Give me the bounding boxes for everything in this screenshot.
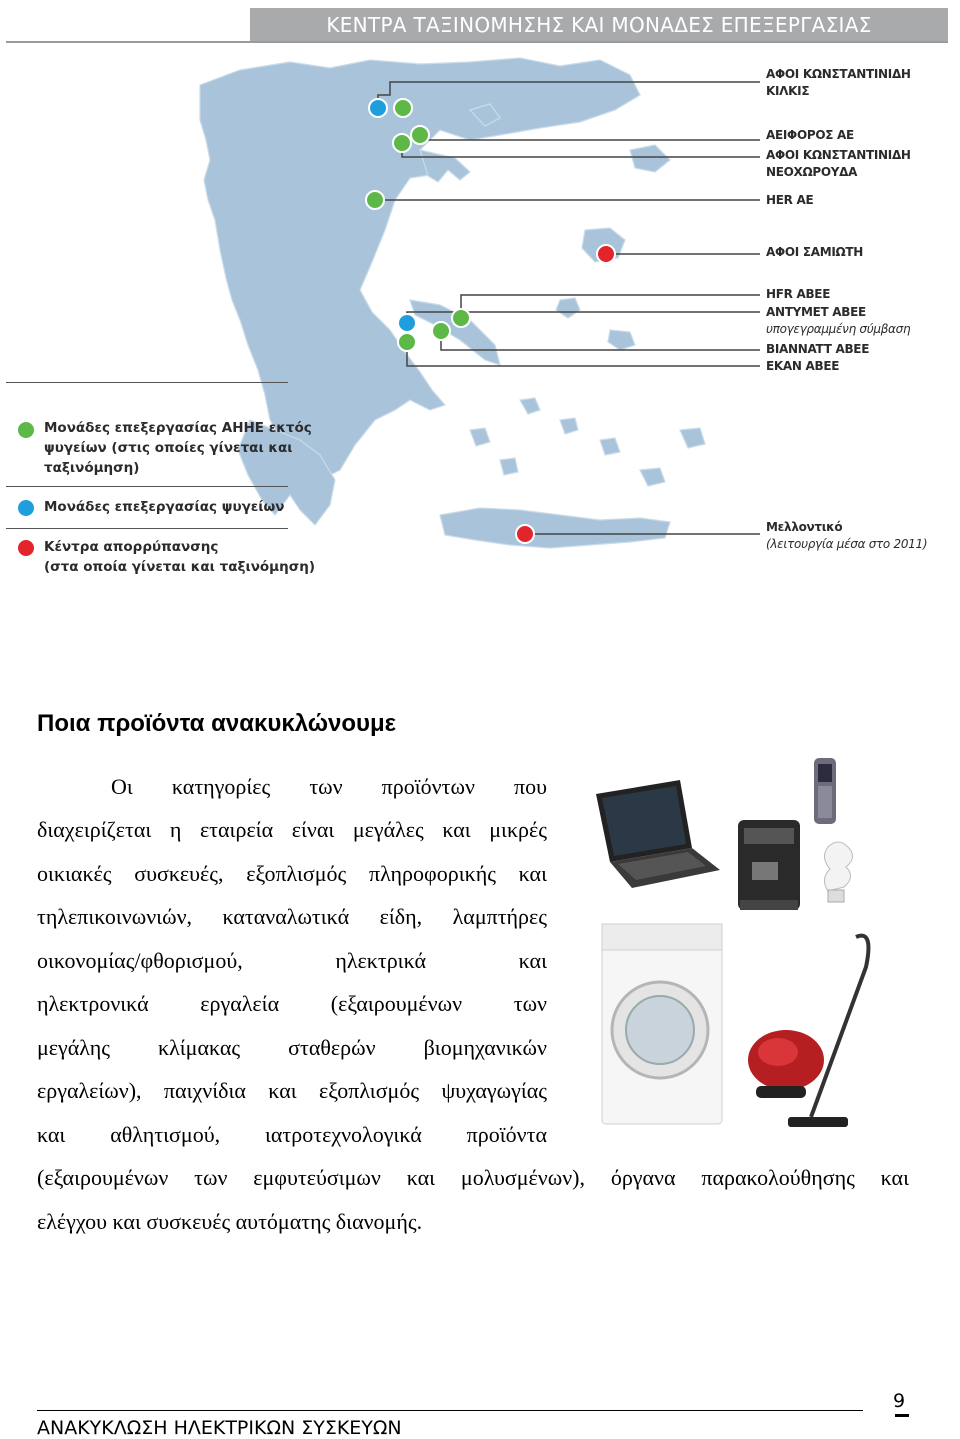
washing-machine-image [602, 924, 722, 1124]
paragraph-line: τηλεπικοινωνιών, καταναλωτικά είδη, λαμπτήρες [37, 904, 547, 929]
marker-blue [369, 99, 387, 117]
laptop-image [596, 780, 720, 888]
bulb-image [824, 842, 852, 902]
legend-item-green: Μονάδες επεξεργασίας ΑΗΗΕ εκτός ψυγείων (στις οποίες γίνεται και ταξινόμηση) [44, 420, 312, 476]
center-label-biannatt: BIANNATT ABEE [766, 342, 870, 356]
legend-item-red: Κέντρα απορρύπανσης (στα οποία γίνεται και ταξινόμηση) [44, 539, 316, 575]
legend-dot-red [18, 540, 34, 556]
paragraph-line: ηλεκτρονικά εργαλεία (εξαιρουμένων των [37, 991, 547, 1016]
marker-red [516, 525, 534, 543]
appliances-image [588, 752, 888, 1142]
marker-green [366, 191, 384, 209]
center-label-her: HER AE [766, 193, 814, 207]
paragraph-line: ελέγχου και συσκευές αυτόματης διανομής. [37, 1209, 423, 1234]
marker-red [597, 245, 615, 263]
footer-divider [37, 1410, 863, 1411]
center-label-antymet: ANTYMET ABEE υπογεγραμμένη σύμβαση [766, 305, 911, 336]
center-label-kilkis: ΑΦΟΙ ΚΩΝΣΤΑΝΤΙΝΙΔΗ ΚΙΛΚΙΣ [766, 67, 911, 98]
center-label-aeiforos: ΑΕΙΦΟΡΟΣ ΑΕ [766, 128, 854, 142]
marker-green [452, 309, 470, 327]
legend-divider [6, 528, 288, 529]
paragraph-line: μεγάλης κλίμακας σταθερών βιομηχανικών [37, 1035, 547, 1060]
paragraph-line: εργαλείων), παιχνίδια και εξοπλισμός ψυχαγωγίας [37, 1078, 547, 1103]
paragraph-line: και αθλητισμού, ιατροτεχνολογικά προϊόντα [37, 1122, 547, 1147]
marker-green [394, 99, 412, 117]
legend-dot-blue [18, 500, 34, 516]
marker-green [432, 322, 450, 340]
legend-item-blue: Μονάδες επεξεργασίας ψυγείων [44, 499, 285, 515]
paragraph-line: οικονομίας/φθορισμού, ηλεκτρικά και [37, 948, 547, 973]
marker-blue [398, 314, 416, 332]
paragraph-line: Οι κατηγορίες των προϊόντων που [111, 774, 547, 799]
center-label-ekan: EKAN ABEE [766, 359, 840, 373]
center-label-neochorouda: ΑΦΟΙ ΚΩΝΣΤΑΝΤΙΝΙΔΗ ΝΕΟΧΩΡΟΥΔΑ [766, 148, 911, 179]
footer-title: ΑΝΑΚΥΚΛΩΣΗ ΗΛΕΚΤΡΙΚΩΝ ΣΥΣΚΕΥΩΝ [37, 1417, 402, 1439]
phone-image [814, 758, 836, 824]
section-title: Ποια προϊόντα ανακυκλώνουμε [37, 710, 397, 737]
vacuum-image [748, 936, 868, 1127]
page-number: 9 [893, 1390, 906, 1412]
legend-divider [6, 486, 288, 487]
center-label-samioti: ΑΦΟΙ ΣΑΜΙΩΤΗ [766, 245, 864, 259]
page-number-underline [895, 1414, 909, 1417]
legend-divider [6, 382, 288, 383]
marker-green [398, 333, 416, 351]
paragraph-line: (εξαιρουμένων των εμφυτεύσιμων και μολυσμένων), όργανα παρακολούθησης και [37, 1165, 909, 1190]
legend-dot-green [18, 422, 34, 438]
paragraph-line: οικιακές συσκευές, εξοπλισμός πληροφορικής και [37, 861, 547, 886]
paragraph-line: διαχειρίζεται η εταιρεία είναι μεγάλες και μικρές [37, 817, 547, 842]
center-label-future: Μελλοντικό (λειτουργία μέσα στο 2011) [766, 520, 928, 551]
header-title: ΚΕΝΤΡΑ ΤΑΞΙΝΟΜΗΣΗΣ ΚΑΙ ΜΟΝΑΔΕΣ ΕΠΕΞΕΡΓΑΣΙΑΣ [326, 13, 872, 37]
marker-green [393, 134, 411, 152]
center-label-hfr: HFR ABEE [766, 287, 831, 301]
coffee-machine-image [738, 820, 800, 910]
marker-green [411, 126, 429, 144]
